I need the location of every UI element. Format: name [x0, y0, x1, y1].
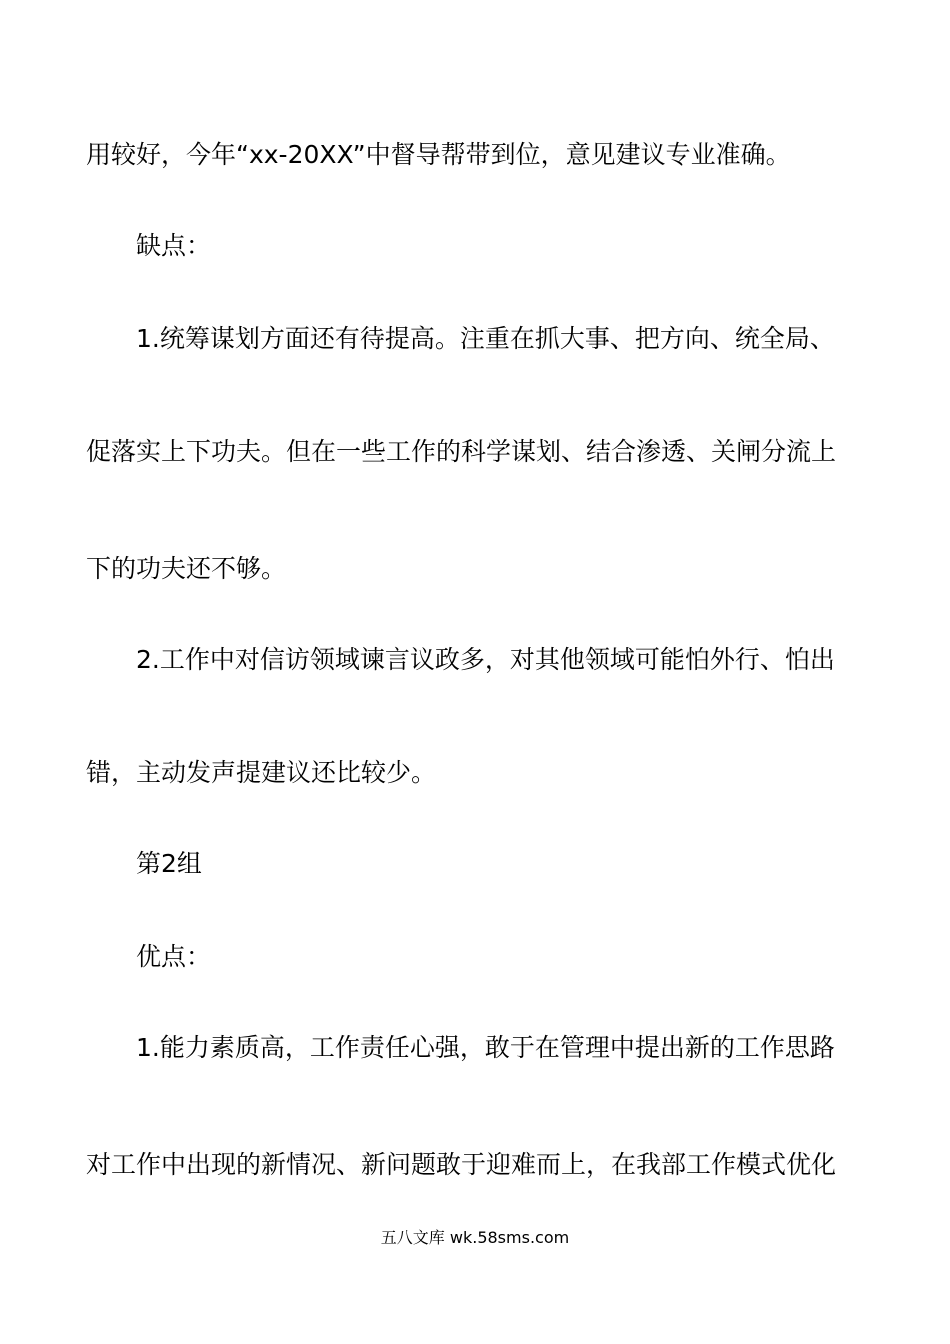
paragraph-line: 对工作中出现的新情况、新问题敢于迎难而上，在我部工作模式优化	[86, 1150, 837, 1179]
paragraph-line: 下的功夫还不够。	[86, 554, 287, 583]
footer-watermark: 五八文库 wk.58sms.com	[380, 1228, 570, 1247]
paragraph-line: 1.统筹谋划方面还有待提高。注重在抓大事、把方向、统全局、	[136, 324, 835, 353]
heading-strengths: 优点：	[136, 942, 212, 971]
paragraph-line: 促落实上下功夫。但在一些工作的科学谋划、结合渗透、关闸分流上	[86, 437, 837, 466]
heading-group-2: 第2组	[136, 849, 202, 878]
paragraph-line: 用较好，今年“xx-20XX”中督导帮带到位，意见建议专业准确。	[86, 140, 791, 169]
paragraph-line: 2.工作中对信访领域谏言议政多，对其他领域可能怕外行、怕出	[136, 645, 835, 674]
paragraph-line: 错，主动发声提建议还比较少。	[86, 758, 437, 787]
paragraph-line: 1.能力素质高，工作责任心强，敢于在管理中提出新的工作思路	[136, 1033, 835, 1062]
heading-weaknesses: 缺点：	[136, 231, 212, 260]
